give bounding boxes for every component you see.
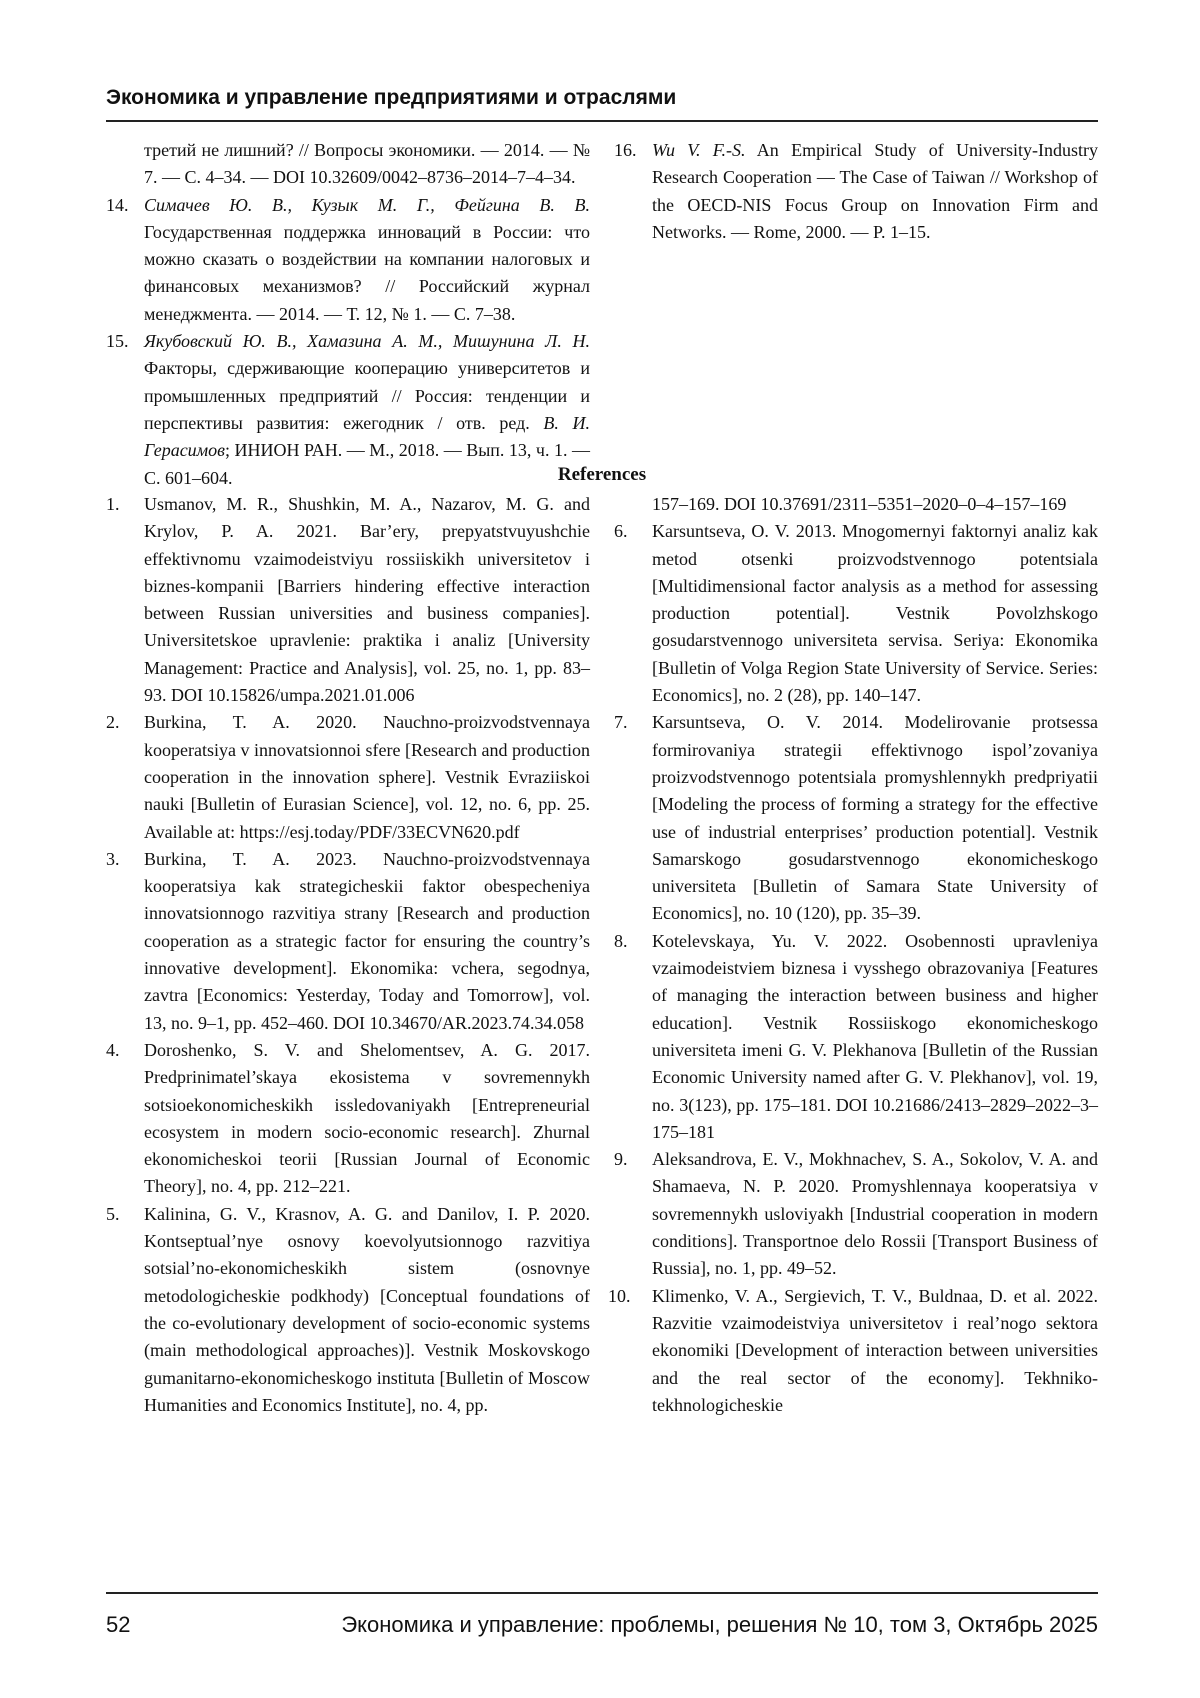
- ref-text: Государственная поддержка инноваций в России: что можно сказать о воздействии на компании налоговых и финансовых механизмов? // Российский журнал менеджмента. — 2014. — Т. 12, № 1. — С. 7–38.: [144, 221, 590, 324]
- ref-number: 3.: [106, 848, 120, 869]
- ref-number: 4.: [106, 1039, 120, 1060]
- running-head-title: Экономика и управление предприятиями и отраслями: [106, 86, 677, 109]
- page-number: 52: [106, 1612, 131, 1637]
- ref-authors: Симачев Ю. В., Кузык М. Г., Фейгина В. В.: [144, 194, 590, 215]
- reference-4: [106, 1037, 590, 1201]
- ref-authors: Якубовский Ю. В., Хамазина А. М., Мишунина Л. Н.: [144, 331, 590, 352]
- ref-text: Kalinina, G. V., Krasnov, A. G. and Danilov, I. P. 2020. Kontseptual’nye osnovy koevolyutsionnogo razvitiya sotsial’no-ekonomicheskikh sistem (osnovnye metodologicheskie podkhody) [Conceptual foundations of the co-evolutionary development of socio-economic systems (main methodological approaches)]. Vestnik Moskovskogo gumanitarno-ekonomicheskogo instituta [Bulletin of Moscow Humanities and Economics Institute], no. 4, pp.: [144, 1203, 590, 1415]
- ref-number: 5.: [106, 1203, 120, 1224]
- ref-text: Doroshenko, S. V. and Shelomentsev, A. G. 2017. Predprinimatel’skaya ekosistema v sovremennykh sotsioekonomicheskikh issledovaniyakh [Entrepreneurial ecosystem in modern socio-economic research]. Zhurnal ekonomicheskoi teorii [Russian Journal of Economic Theory], no. 4, pp. 212–221.: [144, 1039, 590, 1197]
- ref-text: Usmanov, M. R., Shushkin, M. A., Nazarov, M. G. and Krylov, P. A. 2021. Bar’ery, prepyatstvuyushchie effektivnomu vzaimodeistviyu rossiiskikh universitetov i biznes-kompanii [Barriers hindering effective interaction between Russian universities and business companies]. Universitetskoe upravlenie: praktika i analiz [University Management: Practice and Analysis], vol. 25, no. 1, pp. 83–93. DOI 10.15826/umpa.2021.01.006: [144, 494, 590, 706]
- journal-issue-title: Экономика и управление: проблемы, решения № 10, том 3, Октябрь 2025: [341, 1612, 1098, 1637]
- ref-text: Факторы, сдерживающие кооперацию университетов и промышленных предприятий // Россия: тенденции и перспективы развития: ежегодник / отв. ред.: [144, 358, 590, 433]
- ru-ref-13-continuation: третий не лишний? // Вопросы экономики. — 2014. — № 7. — С. 4–34. — DOI 10.32609/0042–8736–2014–7–4–34.: [144, 140, 590, 188]
- ref-text: Karsuntseva, O. V. 2013. Mnogomernyi faktornyi analiz kak metod otsenki proizvodstvennogo potentsiala [Multidimensional factor analysis as a method for assessing production potential]. Vestnik Povolzhskogo gosudarstvennogo universiteta servisa. Seriya: Ekonomika [Bulletin of Volga Region State University of Service. Series: Economics], no. 2 (28), pp. 140–147.: [652, 521, 1098, 706]
- reference-5-continuation: 157–169. DOI 10.37691/2311–5351–2020–0–4–157–169: [652, 494, 1067, 514]
- footer-rule: [106, 1592, 1098, 1594]
- ref-number: 9.: [614, 1149, 628, 1170]
- ref-text: Aleksandrova, E. V., Mokhnachev, S. A., Sokolov, V. A. and Shamaeva, N. P. 2020. Promyshlennaya kooperatsiya v sovremennykh usloviyakh [Industrial cooperation in modern conditions]. Transportnoe delo Rossii [Transport Business of Russia], no. 1, pp. 49–52.: [652, 1149, 1098, 1279]
- references-right-column: [608, 491, 1098, 1419]
- reference-8: [614, 928, 1098, 1146]
- ref-number: 15.: [106, 331, 129, 352]
- reference-3: [106, 846, 590, 1037]
- reference-5: [106, 1201, 590, 1419]
- references-heading: References: [557, 464, 647, 485]
- ref-text: Burkina, T. A. 2020. Nauchno-proizvodstvennaya kooperatsiya v innovatsionnoi sfere [Research and production cooperation in the innovation sphere]. Vestnik Evraziiskoi nauki [Bulletin of Eurasian Science], vol. 12, no. 6, pp. 25. Available at: https://esj.today/PDF/33ECVN620.pdf: [144, 712, 590, 842]
- ref-number: 6.: [614, 521, 628, 542]
- ref-text-continued: ; ИНИОН РАН. — М., 2018. — Вып. 13, ч. 1. — С. 601–604.: [144, 440, 590, 488]
- ref-authors: Wu V. F.-S.: [652, 140, 746, 160]
- ref-number: 16.: [614, 140, 637, 160]
- reference-9: [614, 1146, 1098, 1282]
- ru-refs-left-column: [106, 137, 590, 492]
- ref-text: Klimenko, V. A., Sergievich, T. V., Buldnaa, D. et al. 2022. Razvitie vzaimodeistviya universitetov i real’nogo sektora ekonomiki [Development of interaction between universities and the real sector of the economy]. Tekhniko-tekhnologicheskie: [652, 1285, 1098, 1415]
- ru-ref-14: [106, 192, 590, 328]
- ru-refs-right-column: [614, 137, 1098, 246]
- ref-text: Karsuntseva, O. V. 2014. Modelirovanie protsessa formirovaniya strategii effektivnogo ispol’zovaniya proizvodstvennogo potentsiala promyshlennykh predpriyatii [Modeling the process of forming a strategy for the effective use of industrial enterprises’ production potential]. Vestnik Samarskogo gosudarstvennogo ekonomicheskogo universiteta [Bulletin of Samara State University of Economics], no. 10 (120), pp. 35–39.: [652, 712, 1098, 924]
- ref-text: Kotelevskaya, Yu. V. 2022. Osobennosti upravleniya vzaimodeistviem biznesa i vysshego obrazovaniya [Features of managing the interaction between business and higher education]. Vestnik Rossiiskogo ekonomicheskogo universiteta imeni G. V. Plekhanova [Bulletin of the Russian Economic University named after G. V. Plekhanov], vol. 19, no. 3(123), pp. 175–181. DOI 10.21686/2413–2829–2022–3–175–181: [652, 930, 1098, 1142]
- references-left-column: [106, 491, 590, 1419]
- reference-1: [106, 491, 590, 709]
- reference-7: [614, 709, 1098, 927]
- reference-2: [106, 709, 590, 845]
- page-footer: [106, 1608, 1098, 1642]
- reference-10: [608, 1283, 1098, 1419]
- header-rule: [106, 120, 1098, 122]
- ref-number: 1.: [106, 494, 120, 514]
- ref-editor: В. И. Герасимов: [144, 412, 590, 461]
- ru-ref-16: [614, 137, 1098, 246]
- ref-text: Burkina, T. A. 2023. Nauchno-proizvodstvennaya kooperatsiya kak strategicheskii faktor obespecheniya innovatsionnogo razvitiya strany [Research and production cooperation as a strategic factor for ensuring the country’s innovative development]. Ekonomika: vchera, segodnya, zavtra [Economics: Yesterday, Today and Tomorrow], vol. 13, no. 9–1, pp. 452–460. DOI 10.34670/AR.2023.74.34.058: [144, 848, 590, 1033]
- ref-number: 14.: [106, 194, 129, 215]
- ref-text: An Empirical Study of University-Industry Research Cooperation — The Case of Taiwan // Workshop of the OECD-NIS Focus Group on Innovation Firm and Networks. — Rome, 2000. — P. 1–15.: [652, 140, 1098, 242]
- ref-number: 10.: [608, 1285, 631, 1306]
- ref-number: 7.: [614, 712, 628, 733]
- reference-6: [614, 518, 1098, 709]
- ref-number: 2.: [106, 712, 120, 733]
- ref-number: 8.: [614, 930, 628, 951]
